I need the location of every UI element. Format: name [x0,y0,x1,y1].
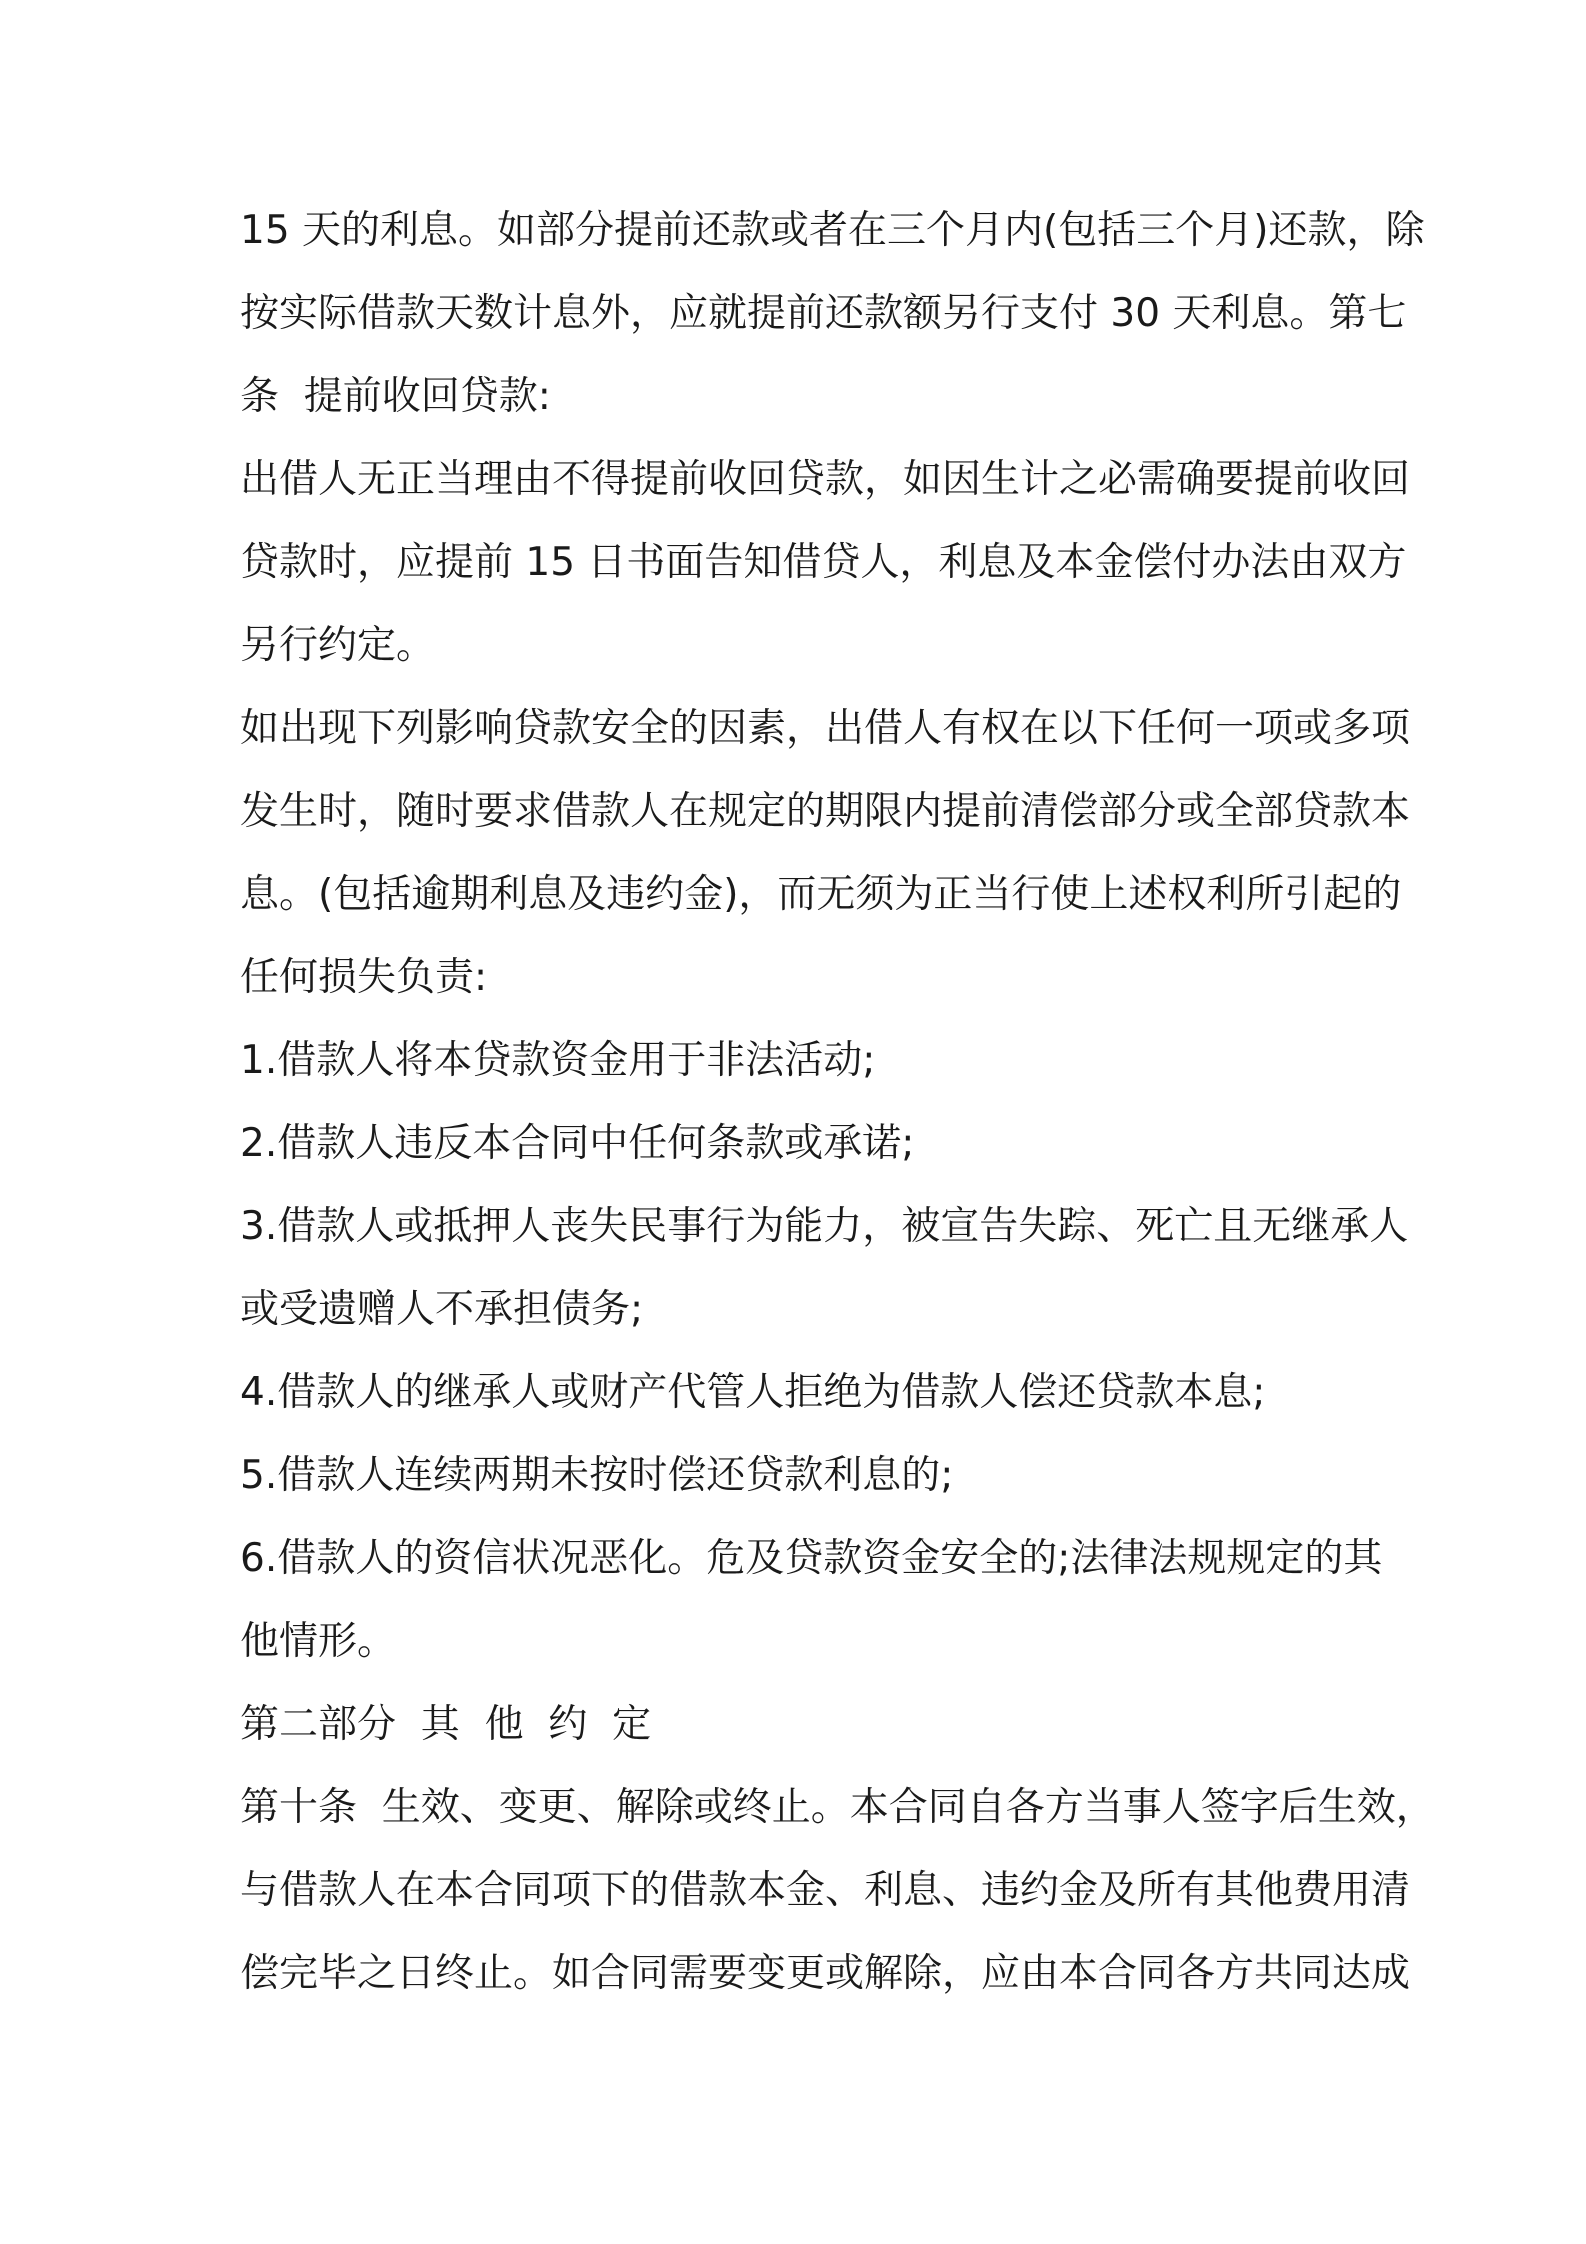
text-line: 3.借款人或抵押人丧失民事行为能力，被宣告失踪、死亡且无继承人 [240,1204,1409,1249]
text-line: 如出现下列影响贷款安全的因素，出借人有权在以下任何一项或多项 [240,706,1411,751]
text-line: 或受遗赠人不承担债务; [240,1287,644,1332]
text-line: 任何损失负责: [240,955,488,1000]
text-line: 条 提前收回贷款: [240,374,551,419]
text-line: 息。(包括逾期利息及违约金)，而无须为正当行使上述权利所引起的 [240,872,1402,917]
text-line: 2.借款人违反本合同中任何条款或承诺; [240,1121,915,1166]
text-line: 发生时，随时要求借款人在规定的期限内提前清偿部分或全部贷款本 [240,789,1411,834]
text-line: 出借人无正当理由不得提前收回贷款，如因生计之必需确要提前收回 [240,457,1411,502]
text-line: 1.借款人将本贷款资金用于非法活动; [240,1038,876,1083]
text-line: 第十条 生效、变更、解除或终止。本合同自各方当事人签字后生效， [240,1785,1435,1830]
text-line: 贷款时，应提前 15 日书面告知借贷人，利息及本金偿付办法由双方 [240,540,1407,585]
text-line: 另行约定。 [240,623,436,668]
text-line: 4.借款人的继承人或财产代管人拒绝为借款人偿还贷款本息; [240,1370,1266,1415]
text-line: 与借款人在本合同项下的借款本金、利息、违约金及所有其他费用清 [240,1868,1411,1913]
text-line: 按实际借款天数计息外，应就提前还款额另行支付 30 天利息。第七 [240,291,1407,336]
text-line: 他情形。 [240,1619,397,1664]
text-line: 偿完毕之日终止。如合同需要变更或解除，应由本合同各方共同达成 [240,1951,1411,1996]
text-line: 5.借款人连续两期未按时偿还贷款利息的; [240,1453,954,1498]
text-line: 15 天的利息。如部分提前还款或者在三个月内(包括三个月)还款，除 [240,208,1425,253]
section-heading: 第二部分 其 他 约 定 [240,1702,652,1747]
text-line: 6.借款人的资信状况恶化。危及贷款资金安全的;法律法规规定的其 [240,1536,1383,1581]
